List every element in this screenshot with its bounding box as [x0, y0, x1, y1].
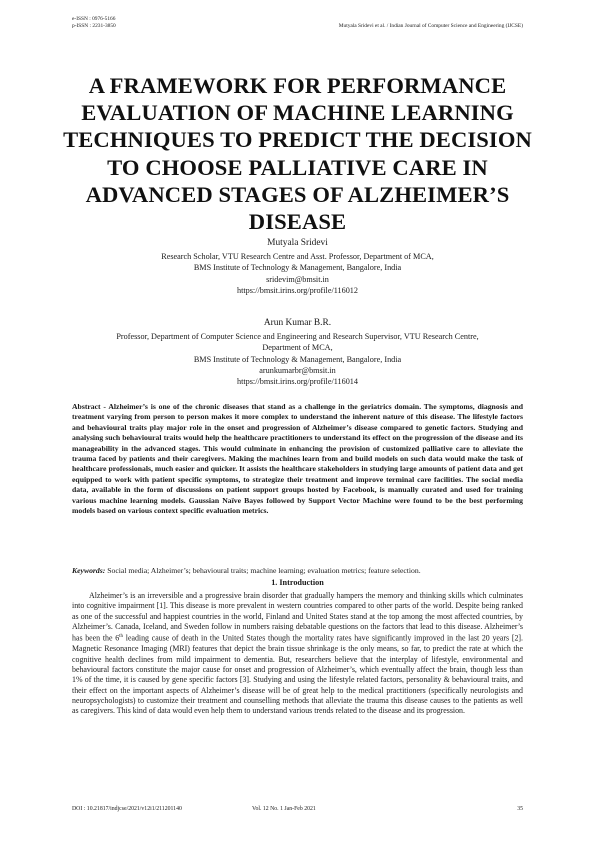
- body-paragraph: [72, 591, 523, 717]
- author-institution: BMS Institute of Technology & Management, Bangalore, India: [193, 354, 402, 364]
- author-name: Arun Kumar B.R.: [263, 318, 332, 328]
- author-email[interactable]: sridevim@bmsit.in: [266, 274, 329, 284]
- ordinal-suffix: th: [119, 634, 124, 640]
- author-institution: BMS Institute of Technology & Management, Bangalore, India: [193, 263, 402, 273]
- abstract: Abstract - Alzheimer’s is one of the chronic diseases that stand as a challenge in the geriatrics domain. The symptoms, diagnosis and treatment varying from person to person makes it more complex to understand the inherent nature of this disease. The lifestyle factors and behavioural traits play major role in the onset and progression of Alzheimer’s disease compared to genetic factors. Studying and analysing such behavioural traits would help the healthcare practitioners to understand its effect on the progression of the disease and its manageability in the advanced stages. This would culminate in enhancing the provision of customized palliative care to alleviate the trauma faced by patients and their caregivers. Making the machines learn from and build models on such data would make the task of healthcare professionals, much easier and quicker. It assists the healthcare stakeholders in studying large amounts of patient data and get equipped to work with patient specific symptoms, to strategize their treatment and improve terminal care facilities. The social media data, available in the form of discussions on patient support groups hosted by Facebook, is manually curated and used for training various machine learning models. Gaussian Naïve Bayes followed by Support Vector Machine were found to be the best performing models based on various context specific evaluation metrics.: [72, 402, 523, 516]
- paper-title: A FRAMEWORK FOR PERFORMANCE EVALUATION OF MACHINE LEARNING TECHNIQUES TO PREDICT THE DECISION TO CHOOSE PALLIATIVE CARE IN ADVANCED STAGES OF ALZHEIMER’S DISEASE: [63, 73, 532, 235]
- author-block-2: [72, 318, 523, 387]
- footer-doi: DOI : 10.21817/indjcse/2021/v12i1/211201140: [72, 806, 182, 812]
- footer-volume: Vol. 12 No. 1 Jan-Feb 2021: [252, 806, 316, 812]
- author-block-1: [72, 238, 523, 296]
- keywords-text: Social media; Alzheimer’s; behavioural traits; machine learning; evaluation metrics; feature selection.: [107, 566, 421, 575]
- eissn: e-ISSN : 0976-5166: [72, 16, 116, 22]
- keywords-label: Keywords:: [72, 566, 106, 575]
- author-profile-link[interactable]: https://bmsit.irins.org/profile/116012: [237, 285, 358, 295]
- author-affiliation: Research Scholar, VTU Research Centre and Asst. Professor, Department of MCA,: [161, 252, 434, 262]
- author-profile-link[interactable]: https://bmsit.irins.org/profile/116014: [237, 377, 358, 387]
- author-name: Mutyala Sridevi: [267, 238, 328, 248]
- section-heading: 1. Introduction: [271, 578, 324, 587]
- running-head: Mutyala Sridevi et al. / Indian Journal of Computer Science and Engineering (IJCSE): [338, 23, 523, 29]
- author-department: Department of MCA,: [262, 343, 333, 353]
- issn-block: [72, 16, 116, 30]
- page-number: 35: [517, 806, 523, 812]
- author-email[interactable]: arunkumarbr@bmsit.in: [259, 365, 336, 375]
- pissn: p-ISSN : 2231-3850: [72, 23, 116, 29]
- author-affiliation: Professor, Department of Computer Science and Engineering and Research Supervisor, VTU Research Centre,: [116, 332, 479, 342]
- keywords: [72, 566, 523, 576]
- body-text-part-2: leading cause of death in the United States though the mortality rates have significantly improved in the last 20 years [2]. Magnetic Resonance Imaging (MRI) features that depict the brain tissue shrinkage is the only means, so far, to predict the rate at which the cognitive health declines from mild impairment to dementia. But, researchers believe that the interplay of lifestyle, environmental and behavioural factors constitute the major cause for onset and progression of Alzheimer’s, which eventually affect the brain, though less than 1% of the time, it is caused by gene specific factors [3]. Studying and using the lifestyle related factors, personality & behavioural traits, and their effect on the important aspects of Alzheimer’s disease will be of great help to the medical practitioners (specifically neurologists and neuropsychologists) to customize their treatment and counselling methods that alleviate the trauma this disease causes to the patients as well as caregivers. This kind of data would even help them to understand various trends related to the disease and its progression.: [72, 634, 523, 716]
- body-text-part-1: Alzheimer’s is an irreversible and a progressive brain disorder that gradually hampers the memory and thinking skills which culminates into cognitive impairment [1]. This disease is more prevalent in western countries compared to other parts of the world. Despite being ranked as one of the successful and happiest countries in the world, Finland and United States stand at the top among the most affected countries, by Alzheimer’s. Canada, Iceland, and Sweden follow in numbers raising debatable questions on the factors that lead to this disease. Alzheimer’s has been the 6: [72, 591, 523, 643]
